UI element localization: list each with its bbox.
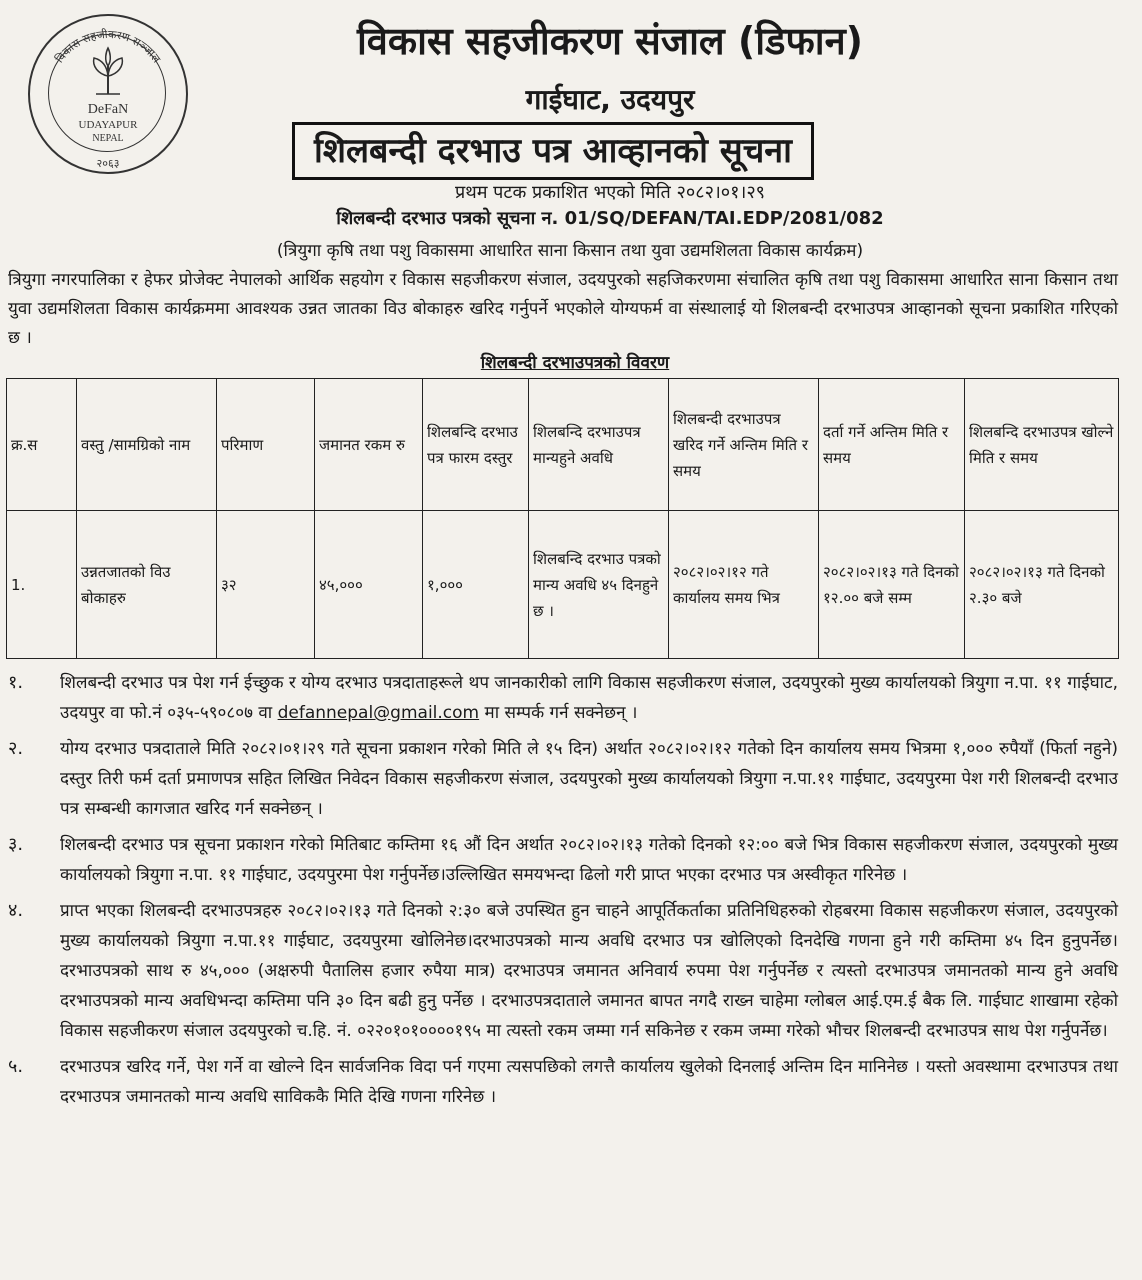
- bid-details-table: [6, 378, 1119, 659]
- item-text: दरभाउपत्र खरिद गर्ने, पेश गर्ने वा खोल्ने दिन सार्वजनिक विदा पर्न गएमा त्यसपछिको लगत्तै कार्यालय खुलेको दिनलाई अन्तिम दिन मानिनेछ । यस्तो अवस्थामा दरभाउपत्र तथा दरभाउपत्र जमानतको मान्य अवधि साविककै मिति देखि गणना गरिनेछ ।: [60, 1057, 1118, 1107]
- header-purchase-deadline: शिलबन्दी दरभाउपत्र खरिद गर्ने अन्तिम मिति र समय: [669, 379, 819, 511]
- header-opening-date: शिलबन्दि दरभाउपत्र खोल्ने मिति र समय: [965, 379, 1119, 511]
- table-row: [7, 511, 1119, 659]
- intro-paragraph: त्रियुगा नगरपालिका र हेफर प्रोजेक्ट नेपालको आर्थिक सहयोग र विकास सहजीकरण संजाल, उदयपुरको सहजिकरणमा संचालित कृषि तथा पशु विकासमा आधारित साना किसान तथा युवा उद्यमशिलता विकास कार्यक्रममा आवश्यक उन्नत जातका विउ बोकाहरु खरिद गर्नुपर्ने भएकोले योग्यफर्म वा संस्थालाई यो शिलबन्दी दरभाउपत्र आव्हानको सूचना प्रकाशित गरिएको छ ।: [8, 270, 1118, 348]
- cell-serial: 1.: [7, 511, 77, 659]
- cell-submission-deadline: २०८२।०२।१३ गते दिनको १२.०० बजे सम्म: [819, 511, 965, 659]
- organization-location: गाईघाट, उदयपुर: [525, 83, 695, 116]
- organization-title: विकास सहजीकरण संजाल (डिफान): [356, 19, 864, 63]
- terms-list: [8, 668, 1118, 1118]
- item-text-after: मा सम्पर्क गर्न सक्नेछन् ।: [484, 703, 638, 723]
- header-form-fee: शिलबन्दि दरभाउ पत्र फारम दस्तुर: [423, 379, 529, 511]
- cell-form-fee: १,०००: [423, 511, 529, 659]
- item-number: ४.: [8, 900, 24, 921]
- list-item: [8, 668, 1118, 728]
- list-item: [8, 1052, 1118, 1112]
- table-header-row: [7, 379, 1119, 511]
- header-validity: शिलबन्दि दरभाउपत्र मान्यहुने अवधि: [529, 379, 669, 511]
- table-caption: शिलबन्दी दरभाउपत्रको विवरण: [480, 353, 670, 373]
- list-item: [8, 734, 1118, 824]
- item-text: प्राप्त भएका शिलबन्दी दरभाउपत्रहरु २०८२।०२।१३ गते दिनको २:३० बजे उपस्थित हुन चाहने आपूर्तिकर्ताका प्रतिनिधिहरुको रोहबरमा विकास सहजीकरण संजाल, उदयपुरको मुख्य कार्यालयको त्रियुगा न.पा.११ गाईघाट, उदयपुरमा खोलिनेछ।दरभाउपत्रको मान्य अवधि दरभाउ पत्र खोलिएको दिनदेखि गणना हुने गरी कम्तिमा ४५ दिन हुनुपर्नेछ। दरभाउपत्रको साथ रु ४५,००० (अक्षरुपी पैतालिस हजार रुपैया मात्र) दरभाउपत्र जमानत अनिवार्य रुपमा पेश गर्नुपर्नेछ र त्यस्तो दरभाउपत्र जमानतको मान्य हुने अवधि दरभाउपत्रको मान्य अवधिभन्दा कम्तिमा पनि ३० दिन बढी हुनु पर्नेछ । दरभाउपत्रदाताले जमानत बापत नगदै राख्न चाहेमा ग्लोबल आई.एम.ई बैक लि. गाईघाट शाखामा रहेको विकास सहजीकरण संजाल उदयपुरको च.हि. नं. ०२२०१०१००००१९५ मा त्यस्तो रकम जम्मा गर्न सकिनेछ र रकम जम्मा गरेको भौचर शिलबन्दी दरभाउपत्र साथ पेश गर्नुपर्नेछ।: [60, 901, 1118, 1041]
- list-item: [8, 830, 1118, 890]
- svg-text:विकास सहजीकरण सञ्जाल: विकास सहजीकरण सञ्जाल: [52, 27, 164, 66]
- item-number: ५.: [8, 1056, 24, 1077]
- cell-item-name: उन्नतजातको विउ बोकाहरु: [77, 511, 217, 659]
- header-quantity: परिमाण: [217, 379, 315, 511]
- item-number: २.: [8, 738, 24, 759]
- header-submission-deadline: दर्ता गर्ने अन्तिम मिति र समय: [819, 379, 965, 511]
- header-guarantee-amount: जमानत रकम रु: [315, 379, 423, 511]
- item-text: योग्य दरभाउ पत्रदाताले मिति २०८२।०१।२९ गते सूचना प्रकाशन गरेको मिति ले १५ दिन) अर्थात २०८२।०२।१२ गतेको दिन कार्यालय समय भित्रमा १,००० रुपैयाँ (फिर्ता नहुने) दस्तुर तिरी फर्म दर्ता प्रमाणपत्र सहित लिखित निवेदन विकास सहजीकरण संजाल, उदयपुरको मुख्य कार्यालयको त्रियुगा न.पा.११ गाईघाट, उदयपुरमा पेश गरी शिलबन्दी दरभाउ पत्र सम्बन्धी कागजात खरिद गर्न सक्नेछन् ।: [60, 739, 1118, 819]
- notice-title: शिलबन्दी दरभाउ पत्र आव्हानको सूचना: [292, 122, 814, 180]
- item-number: ३.: [8, 834, 24, 855]
- cell-guarantee-amount: ४५,०००: [315, 511, 423, 659]
- published-date: प्रथम पटक प्रकाशित भएको मिति २०८२।०१।२९: [454, 182, 766, 203]
- program-name: (त्रियुगा कृषि तथा पशु विकासमा आधारित साना किसान तथा युवा उद्यमशिलता विकास कार्यक्रम): [276, 241, 864, 261]
- seal-year: २०६३: [96, 157, 120, 170]
- item-text: शिलबन्दी दरभाउ पत्र सूचना प्रकाशन गरेको मितिबाट कम्तिमा १६ औं दिन अर्थात २०८२।०२।१३ गतेको दिनको १२:०० बजे भित्र विकास सहजीकरण संजाल, उदयपुरको मुख्य कार्यालयको त्रियुगा न.पा. ११ गाईघाट, उदयपुरमा पेश गर्नुपर्नेछ।उल्लिखित समयभन्दा ढिलो गरी प्राप्त भएका दरभाउ पत्र अस्वीकृत गरिनेछ ।: [60, 835, 1118, 885]
- plant-icon: [80, 46, 136, 96]
- reference-number: शिलबन्दी दरभाउ पत्रको सूचना न. 01/SQ/DEFAN/TAI.EDP/2081/082: [336, 208, 884, 229]
- cell-opening-date: २०८२।०२।१३ गते दिनको २.३० बजे: [965, 511, 1119, 659]
- seal-country: NEPAL: [92, 133, 124, 144]
- contact-email-link[interactable]: defannepal@gmail.com: [277, 703, 480, 723]
- item-number: १.: [8, 672, 24, 693]
- cell-quantity: ३२: [217, 511, 315, 659]
- seal-name: DeFaN: [87, 102, 129, 117]
- organization-seal-logo: [28, 14, 188, 174]
- cell-validity: शिलबन्दि दरभाउ पत्रको मान्य अवधि ४५ दिनहुने छ ।: [529, 511, 669, 659]
- header-serial: क्र.स: [7, 379, 77, 511]
- item-text-main: शिलबन्दी दरभाउ पत्र पेश गर्न ईच्छुक र योग्य दरभाउ पत्रदाताहरूले थप जानकारीको लागि विकास सहजीकरण संजाल, उदयपुरको मुख्य कार्यालयको त्रियुगा न.पा. ११ गाईघाट, उदयपुर वा फो.नं ०३५-५९०८०७ वा: [60, 673, 1118, 723]
- item-text: [60, 668, 1118, 728]
- list-item: [8, 896, 1118, 1046]
- cell-purchase-deadline: २०८२।०२।१२ गते कार्यालय समय भित्र: [669, 511, 819, 659]
- header-item-name: वस्तु /सामग्रिको नाम: [77, 379, 217, 511]
- seal-place: UDAYAPUR: [78, 119, 138, 131]
